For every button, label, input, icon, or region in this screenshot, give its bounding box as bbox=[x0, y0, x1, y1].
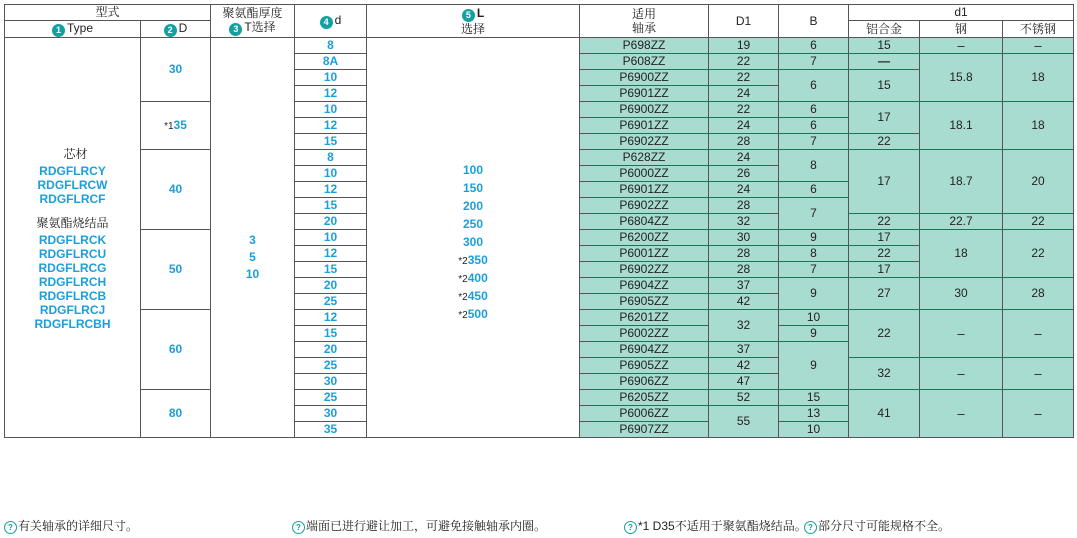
l-option: *2500 bbox=[458, 306, 488, 321]
D1-cell: 32 bbox=[709, 310, 779, 342]
D1-header: D1 bbox=[709, 5, 779, 38]
D1-cell: 28 bbox=[709, 246, 779, 262]
B-cell: 7 bbox=[779, 198, 849, 230]
D1-cell: 37 bbox=[709, 278, 779, 294]
d-value: 8 bbox=[295, 150, 367, 166]
d1-al-cell: 22 bbox=[849, 214, 920, 230]
B-cell: 10 bbox=[779, 310, 849, 326]
d-value: 25 bbox=[295, 358, 367, 374]
note-bearing-detail: ? 有关轴承的详细尺寸。 bbox=[4, 517, 138, 534]
type-item: RDGFLRCK bbox=[38, 232, 107, 247]
d-value: 15 bbox=[295, 262, 367, 278]
bearing-cell: P6001ZZ bbox=[580, 246, 709, 262]
t-option: 3 bbox=[249, 233, 256, 247]
bearing-cell: P6902ZZ bbox=[580, 198, 709, 214]
header-row-1 bbox=[5, 5, 1074, 21]
d1-al-cell: 15 bbox=[849, 70, 920, 102]
B-cell: 7 bbox=[779, 134, 849, 150]
B-cell: 9 bbox=[779, 326, 849, 342]
type-cell bbox=[5, 38, 141, 438]
d-value: 12 bbox=[295, 246, 367, 262]
d1-header: d1 bbox=[849, 5, 1074, 21]
d1-steel-header: 钢 bbox=[920, 21, 1003, 38]
d1-steel-cell: 22.7 bbox=[920, 214, 1003, 230]
d1-ss-cell: 28 bbox=[1003, 278, 1074, 310]
info-icon: ? bbox=[624, 521, 637, 534]
badge-icon: 3 bbox=[229, 23, 242, 36]
badge-icon: 5 bbox=[462, 9, 475, 22]
D1-cell: 37 bbox=[709, 342, 779, 358]
B-cell: 7 bbox=[779, 54, 849, 70]
D-header: 2 D bbox=[141, 21, 211, 38]
D-value: 30 bbox=[141, 38, 211, 102]
d1-al-cell: — bbox=[849, 54, 920, 70]
D-value: *135 bbox=[141, 102, 211, 150]
D-value: 80 bbox=[141, 390, 211, 438]
type-item: RDGFLRCF bbox=[39, 191, 106, 206]
D1-cell: 28 bbox=[709, 198, 779, 214]
bearing-cell: P6905ZZ bbox=[580, 294, 709, 310]
D1-cell: 22 bbox=[709, 54, 779, 70]
bearing-cell: P608ZZ bbox=[580, 54, 709, 70]
D1-cell: 24 bbox=[709, 182, 779, 198]
d1-ss-cell: – bbox=[1003, 390, 1074, 438]
badge-icon: 4 bbox=[320, 16, 333, 29]
bearing-cell: P6904ZZ bbox=[580, 278, 709, 294]
d1-ss-cell: 20 bbox=[1003, 150, 1074, 214]
type-item: RDGFLRCW bbox=[37, 177, 108, 192]
bearing-cell: P628ZZ bbox=[580, 150, 709, 166]
bearing-cell: P6901ZZ bbox=[580, 118, 709, 134]
d-value: 15 bbox=[295, 134, 367, 150]
d1-al-cell: 17 bbox=[849, 150, 920, 214]
B-cell: 10 bbox=[779, 422, 849, 438]
t-option: 10 bbox=[245, 267, 260, 281]
badge-icon: 2 bbox=[164, 24, 177, 37]
D1-cell: 42 bbox=[709, 358, 779, 374]
d-value: 35 bbox=[295, 422, 367, 438]
B-cell: 6 bbox=[779, 38, 849, 54]
D1-cell: 55 bbox=[709, 406, 779, 438]
t-header: 聚氨酯厚度 3 T选择 bbox=[211, 5, 295, 38]
spec-table bbox=[4, 4, 1074, 438]
d1-al-cell: 22 bbox=[849, 134, 920, 150]
l-options bbox=[367, 38, 580, 438]
d1-al-header: 铝合金 bbox=[849, 21, 920, 38]
d1-al-cell: 17 bbox=[849, 230, 920, 246]
d-value: 15 bbox=[295, 326, 367, 342]
bearing-cell: P6200ZZ bbox=[580, 230, 709, 246]
bearing-cell: P6902ZZ bbox=[580, 134, 709, 150]
d1-ss-cell: 22 bbox=[1003, 214, 1074, 230]
d-value: 15 bbox=[295, 198, 367, 214]
bearing-cell: P6906ZZ bbox=[580, 374, 709, 390]
type-label-sintered: 聚氨酯烧结品 bbox=[36, 215, 109, 230]
t-options bbox=[211, 38, 295, 438]
bearing-cell: P6901ZZ bbox=[580, 86, 709, 102]
t-option: 5 bbox=[249, 250, 256, 264]
type-item: RDGFLRCU bbox=[38, 246, 107, 261]
d1-steel-cell: 15.8 bbox=[920, 54, 1003, 102]
type-group-header: 型式 bbox=[5, 5, 211, 21]
type-item: RDGFLRCG bbox=[38, 260, 107, 275]
d1-al-cell: 22 bbox=[849, 310, 920, 358]
d1-al-cell: 22 bbox=[849, 246, 920, 262]
d1-steel-cell: 18.7 bbox=[920, 150, 1003, 214]
d1-ss-cell: 18 bbox=[1003, 54, 1074, 102]
d1-steel-cell: – bbox=[920, 358, 1003, 390]
bearing-cell: P6904ZZ bbox=[580, 342, 709, 358]
d1-ss-cell: – bbox=[1003, 310, 1074, 358]
d1-al-cell: 15 bbox=[849, 38, 920, 54]
d-value: 20 bbox=[295, 278, 367, 294]
B-cell: 6 bbox=[779, 118, 849, 134]
d1-steel-cell: – bbox=[920, 390, 1003, 438]
l-option: 200 bbox=[463, 198, 484, 213]
d1-al-cell: 32 bbox=[849, 358, 920, 390]
B-cell: 13 bbox=[779, 406, 849, 422]
l-option: *2450 bbox=[458, 288, 488, 303]
d-value: 12 bbox=[295, 182, 367, 198]
D1-cell: 28 bbox=[709, 262, 779, 278]
D1-cell: 52 bbox=[709, 390, 779, 406]
table-row bbox=[5, 38, 1074, 54]
d1-steel-cell: – bbox=[920, 38, 1003, 54]
D1-cell: 32 bbox=[709, 214, 779, 230]
D-value: 40 bbox=[141, 150, 211, 230]
B-cell: 9 bbox=[779, 278, 849, 310]
bearing-cell: P6205ZZ bbox=[580, 390, 709, 406]
type-label-core: 芯材 bbox=[63, 146, 88, 161]
B-cell: 6 bbox=[779, 102, 849, 118]
bearing-cell: P6905ZZ bbox=[580, 358, 709, 374]
d1-al-cell: 41 bbox=[849, 390, 920, 438]
d1-ss-header: 不锈钢 bbox=[1003, 21, 1074, 38]
l-option: *2400 bbox=[458, 270, 488, 285]
d1-ss-cell: 18 bbox=[1003, 102, 1074, 150]
d-value: 30 bbox=[295, 406, 367, 422]
d1-al-cell: 17 bbox=[849, 102, 920, 134]
d-value: 12 bbox=[295, 310, 367, 326]
d-value: 25 bbox=[295, 390, 367, 406]
l-header: 5 L 选择 bbox=[367, 5, 580, 38]
note-d35: ? *1 D35不适用于聚氨酯烧结品。 bbox=[624, 517, 807, 534]
d-value: 8A bbox=[295, 54, 367, 70]
d1-al-cell: 27 bbox=[849, 278, 920, 310]
d1-ss-cell: – bbox=[1003, 38, 1074, 54]
d1-steel-cell: – bbox=[920, 310, 1003, 358]
l-option: 300 bbox=[463, 234, 484, 249]
bearing-cell: P6900ZZ bbox=[580, 102, 709, 118]
D1-cell: 24 bbox=[709, 150, 779, 166]
B-cell: 7 bbox=[779, 262, 849, 278]
d-value: 25 bbox=[295, 294, 367, 310]
type-item: RDGFLRCJ bbox=[39, 302, 106, 317]
d1-ss-cell: – bbox=[1003, 358, 1074, 390]
type-item: RDGFLRCB bbox=[38, 288, 107, 303]
bearing-cell: P6000ZZ bbox=[580, 166, 709, 182]
d-value: 10 bbox=[295, 102, 367, 118]
bearing-cell: P6902ZZ bbox=[580, 262, 709, 278]
d1-ss-cell: 22 bbox=[1003, 230, 1074, 278]
type-header: 1 Type bbox=[5, 21, 141, 38]
bearing-cell: P6201ZZ bbox=[580, 310, 709, 326]
bearing-cell: P6901ZZ bbox=[580, 182, 709, 198]
bearing-cell: P698ZZ bbox=[580, 38, 709, 54]
type-item: RDGFLRCBH bbox=[34, 316, 111, 331]
D1-cell: 22 bbox=[709, 102, 779, 118]
d1-al-cell: 17 bbox=[849, 262, 920, 278]
B-cell: 9 bbox=[779, 342, 849, 390]
bearing-header: 适用 轴承 bbox=[580, 5, 709, 38]
D-value: 50 bbox=[141, 230, 211, 310]
B-cell: 6 bbox=[779, 70, 849, 102]
B-cell: 15 bbox=[779, 390, 849, 406]
D1-cell: 47 bbox=[709, 374, 779, 390]
note-end-face: ? 端面已进行避让加工，可避免接触轴承内圈。 bbox=[292, 517, 546, 534]
bearing-cell: P6900ZZ bbox=[580, 70, 709, 86]
D1-cell: 30 bbox=[709, 230, 779, 246]
B-cell: 8 bbox=[779, 150, 849, 182]
d-value: 30 bbox=[295, 374, 367, 390]
l-option: *2350 bbox=[458, 252, 488, 267]
d1-steel-cell: 30 bbox=[920, 278, 1003, 310]
D1-cell: 19 bbox=[709, 38, 779, 54]
d-value: 12 bbox=[295, 118, 367, 134]
info-icon: ? bbox=[4, 521, 17, 534]
type-item: RDGFLRCH bbox=[38, 274, 107, 289]
badge-icon: 1 bbox=[52, 24, 65, 37]
small-d-header: 4 d bbox=[295, 5, 367, 38]
B-cell: 6 bbox=[779, 182, 849, 198]
info-icon: ? bbox=[292, 521, 305, 534]
bearing-cell: P6907ZZ bbox=[580, 422, 709, 438]
l-option: 150 bbox=[463, 180, 484, 195]
B-header: B bbox=[779, 5, 849, 38]
d-value: 20 bbox=[295, 214, 367, 230]
bearing-cell: P6002ZZ bbox=[580, 326, 709, 342]
D1-cell: 24 bbox=[709, 118, 779, 134]
D1-cell: 22 bbox=[709, 70, 779, 86]
type-item: RDGFLRCY bbox=[39, 163, 106, 178]
l-option: 100 bbox=[463, 162, 484, 177]
D1-cell: 24 bbox=[709, 86, 779, 102]
l-option: 250 bbox=[463, 216, 484, 231]
B-cell: 8 bbox=[779, 246, 849, 262]
d1-steel-cell: 18 bbox=[920, 230, 1003, 278]
d-value: 8 bbox=[295, 38, 367, 54]
d-value: 10 bbox=[295, 230, 367, 246]
bearing-cell: P6804ZZ bbox=[580, 214, 709, 230]
d-value: 12 bbox=[295, 86, 367, 102]
d-value: 10 bbox=[295, 70, 367, 86]
d1-steel-cell: 18.1 bbox=[920, 102, 1003, 150]
d-value: 10 bbox=[295, 166, 367, 182]
B-cell: 9 bbox=[779, 230, 849, 246]
note-partial: ? 部分尺寸可能规格不全。 bbox=[804, 517, 950, 534]
D1-cell: 42 bbox=[709, 294, 779, 310]
D-value: 60 bbox=[141, 310, 211, 390]
d-value: 20 bbox=[295, 342, 367, 358]
D1-cell: 28 bbox=[709, 134, 779, 150]
D1-cell: 26 bbox=[709, 166, 779, 182]
info-icon: ? bbox=[804, 521, 817, 534]
bearing-cell: P6006ZZ bbox=[580, 406, 709, 422]
